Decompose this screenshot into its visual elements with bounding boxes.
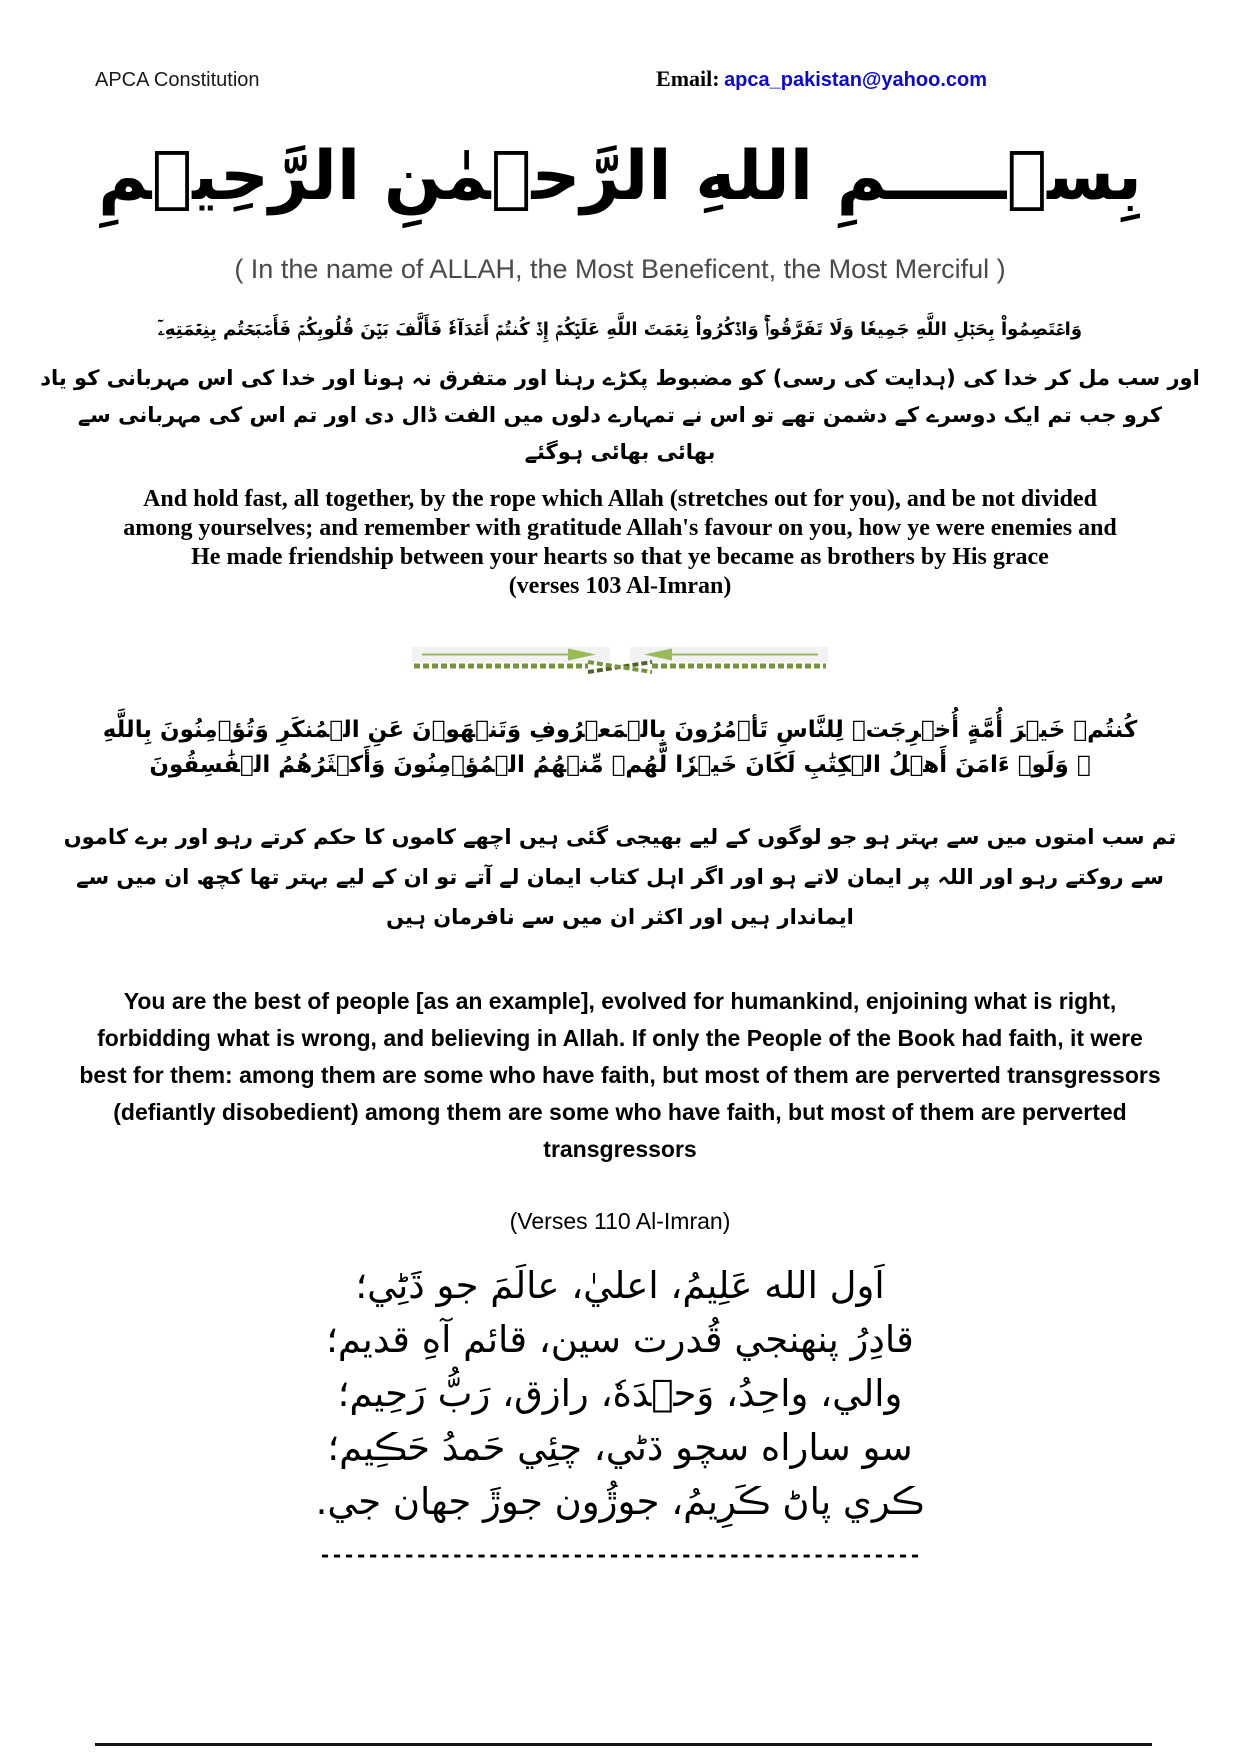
verse110-arabic: [0, 713, 1240, 783]
email-label: Email:: [656, 66, 720, 91]
verse110-urdu: [0, 817, 1240, 937]
page-header: [0, 0, 1240, 92]
poem-line: والي، واحِدُ، وَحۡدَهٗ، رازق، رَبُّ رَحِيم؛: [337, 1372, 903, 1415]
verse110-urdu-line: ایماندار ہیں اور اکثر ان میں سے نافرمان ہیں: [386, 905, 854, 929]
dashed-separator: --------------------------------------------------: [318, 1543, 922, 1567]
verse103-urdu-line: اور سب مل کر خدا کی (ہدایت کی رسی) کو مضبوط پکڑے رہنا اور متفرق نہ ہونا اور خدا کی اس مہربانی کو یاد: [40, 366, 1200, 390]
verse103-english: And hold fast, all together, by the rope which Allah (stretches out for you), and be not divided among yourselves; and remember with gratitude Allah's favour on you, how ye were enemies and He made friendship between your hearts so that ye became as brothers by His grace: [123, 486, 1117, 570]
email-link[interactable]: apca_pakistan@yahoo.com: [724, 69, 987, 91]
verse110-arabic-line: كُنتُمۡ خَيۡرَ أُمَّةٍ أُخۡرِجَتۡ لِلنَّاسِ تَأۡمُرُونَ بِالۡمَعۡرُوفِ وَتَنۡهَوۡنَ عَنِ الۡمُنكَرِ وَتُؤۡمِنُونَ بِاللَّهِ: [102, 717, 1138, 743]
verse110-arabic-line: ۗ وَلَوۡ ءَامَنَ أَهۡلُ الۡكِتَٰبِ لَكَانَ خَيۡرٗا لَّهُمۚ مِّنۡهُمُ الۡمُؤۡمِنُونَ وَأَكۡثَرُهُمُ الۡفَٰسِقُونَ: [149, 752, 1091, 778]
verse103-arabic: وَاعۡتَصِمُواْ بِحَبۡلِ اللَّهِ جَمِيعٗا وَلَا تَفَرَّقُواْۚ وَاذۡكُرُواْ نِعۡمَتَ اللَّهِ عَلَيۡكُمۡ إِذۡ كُنتُمۡ أَعۡدَآءٗ فَأَلَّفَ بَيۡنَ قُلُوبِكُمۡ فَأَصۡبَحۡتُم بِنِعۡمَتِهِۦٓ: [157, 319, 1083, 340]
poem-line: قادِرُ پنهنجي قُدرت سين، قائم آهِ قديم؛: [326, 1318, 914, 1361]
verse110-urdu-line: سے روکتے رہو اور اللہ پر ایمان لاتے ہو اور اگر اہل کتاب ایمان لے آتے تو ان کے لیے بہتر تھا کچھ ان میں سے: [76, 865, 1164, 889]
verse110-reference: (Verses 110 Al-Imran): [509, 1208, 731, 1234]
bismillah-calligraphy: بِسۡـــــمِ اللهِ الرَّحۡمٰنِ الرَّحِيۡمِ: [98, 137, 1142, 216]
poem-line: اَول الله عَلِيمُ، اعليٰ، عالَمَ جو ڌَڻِي؛: [355, 1264, 885, 1307]
verse110-urdu-line: تم سب امتوں میں سے بہتر ہو جو لوگوں کے لیے بھیجی گئی ہیں اچھے کاموں کا حکم کرتے رہو اور برے کاموں: [63, 825, 1177, 849]
sindhi-poem: [0, 1259, 1240, 1529]
poem-line: سو ساراه سچو ڌڻي، چئِي حَمدُ حَڪِيم؛: [327, 1426, 913, 1469]
verse103-reference: (verses 103 Al-Imran): [508, 573, 732, 599]
page-bottom-rule: [95, 1743, 1152, 1746]
verse110-english: You are the best of people [as an example], evolved for humankind, enjoining what is right, forbidding what is wrong, and believing in Allah. If only the People of the Book had faith, it were best for them: among them are some who have faith, but most of them are perverted transgressors (defiantly disobedient) among them are some who have faith, but most of them are perverted transgressors: [79, 988, 1161, 1162]
email-line: [656, 66, 987, 92]
bismillah-translation: ( In the name of ALLAH, the Most Beneficent, the Most Merciful ): [234, 254, 1006, 284]
document-title: APCA Constitution: [95, 69, 260, 91]
divider-arrows-graphic: [410, 645, 830, 675]
verse103-urdu-line: بھائی بھائی ہوگئے: [524, 440, 716, 464]
verse103-urdu: [0, 360, 1240, 471]
poem-line: ڪري پاڻ ڪَرِيمُ، جوڙُون جوڙَ جهان جي.: [315, 1480, 925, 1523]
verse103-urdu-line: کرو جب تم ایک دوسرے کے دشمن تھے تو اس نے تمہارے دلوں میں الفت ڈال دی اور تم اس کی مہربانی سے: [77, 403, 1163, 427]
